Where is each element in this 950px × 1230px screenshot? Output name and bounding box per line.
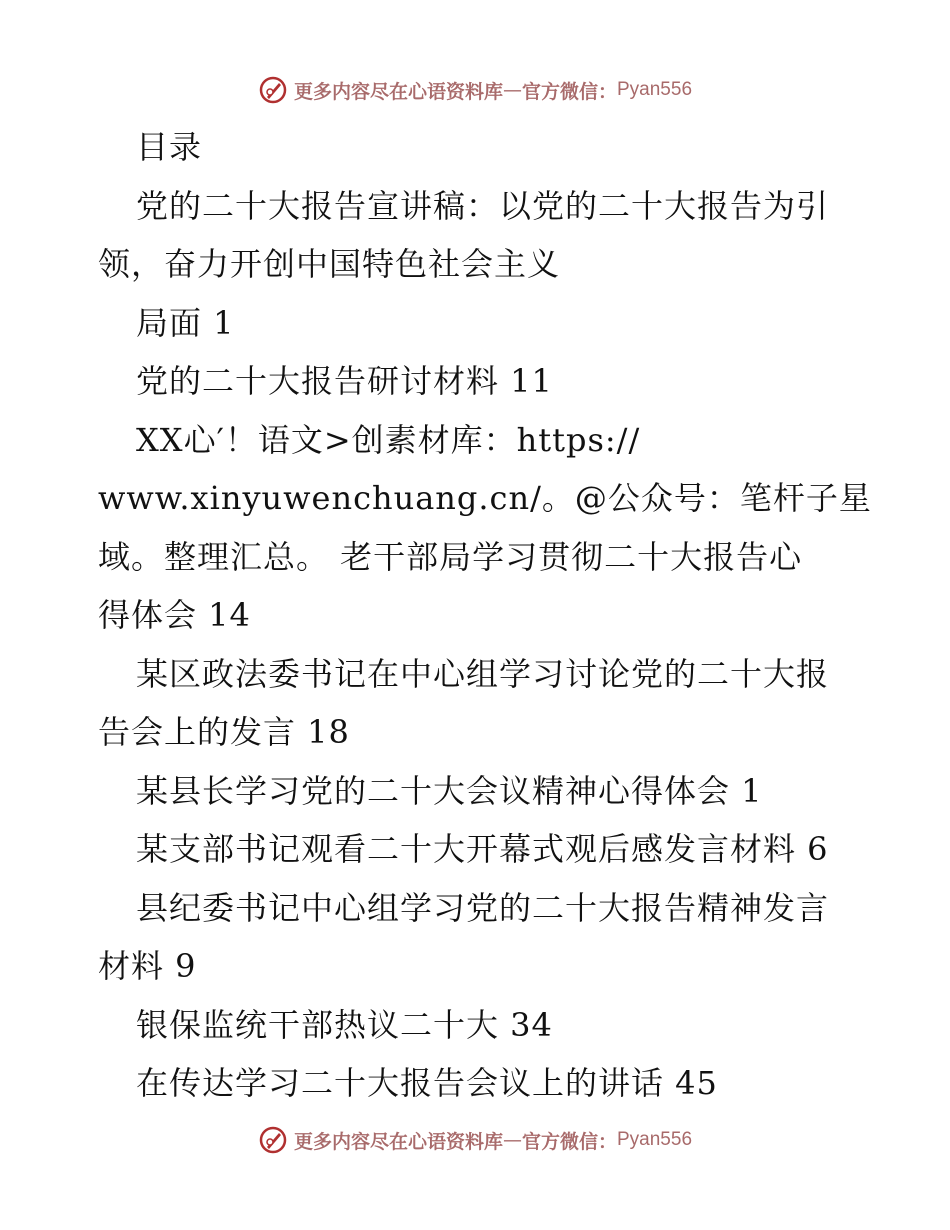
- toc-entry: XX心′！语文>创素材库：https://: [136, 420, 641, 459]
- toc-heading: 目录: [136, 128, 203, 166]
- header-watermark: [0, 70, 950, 110]
- toc-entry-continuation: www.xinyuwenchuang.cn/。@公众号：笔杆子星: [98, 479, 872, 517]
- toc-entry: 某支部书记观看二十大开幕式观后感发言材料 6: [136, 830, 829, 868]
- quill-logo-icon: [258, 1125, 288, 1155]
- toc-entry: 党的二十大报告研讨材料 11: [136, 362, 553, 400]
- toc-entry-continuation: 域。整理汇总。 老干部局学习贯彻二十大报告心: [98, 537, 803, 576]
- wechat-label: 官方微信：: [521, 1130, 617, 1153]
- toc-entry: 银保监统干部热议二十大 34: [136, 1005, 553, 1044]
- table-of-contents: [98, 118, 872, 1113]
- quill-logo-icon: [258, 75, 288, 105]
- separator-dash: —: [502, 79, 522, 101]
- toc-entry-continuation: 得体会 14: [98, 596, 251, 634]
- footer-watermark: [0, 1120, 950, 1160]
- toc-entry: 县纪委书记中心组学习党的二十大报告精神发言: [136, 888, 830, 927]
- toc-entry-continuation: 材料 9: [98, 947, 197, 985]
- toc-entry: 某县长学习党的二十大会议精神心得体会 1: [136, 771, 763, 810]
- toc-entry: 在传达学习二十大报告会议上的讲话 45: [136, 1064, 718, 1102]
- toc-entry: 局面 1: [136, 303, 235, 342]
- wechat-id: Pyan556: [617, 1129, 693, 1150]
- toc-entry: 党的二十大报告宣讲稿：以党的二十大报告为引: [136, 186, 830, 225]
- brand-text: 更多内容尽在心语资料库: [293, 80, 503, 103]
- wechat-label: 官方微信：: [521, 80, 617, 103]
- toc-entry: 某区政法委书记在中心组学习讨论党的二十大报: [136, 654, 830, 693]
- wechat-id: Pyan556: [617, 79, 693, 100]
- toc-entry-continuation: 领，奋力开创中国特色社会主义: [98, 245, 561, 283]
- separator-dash: —: [502, 1129, 522, 1151]
- toc-entry-continuation: 告会上的发言 18: [98, 713, 350, 751]
- brand-text: 更多内容尽在心语资料库: [293, 1130, 503, 1153]
